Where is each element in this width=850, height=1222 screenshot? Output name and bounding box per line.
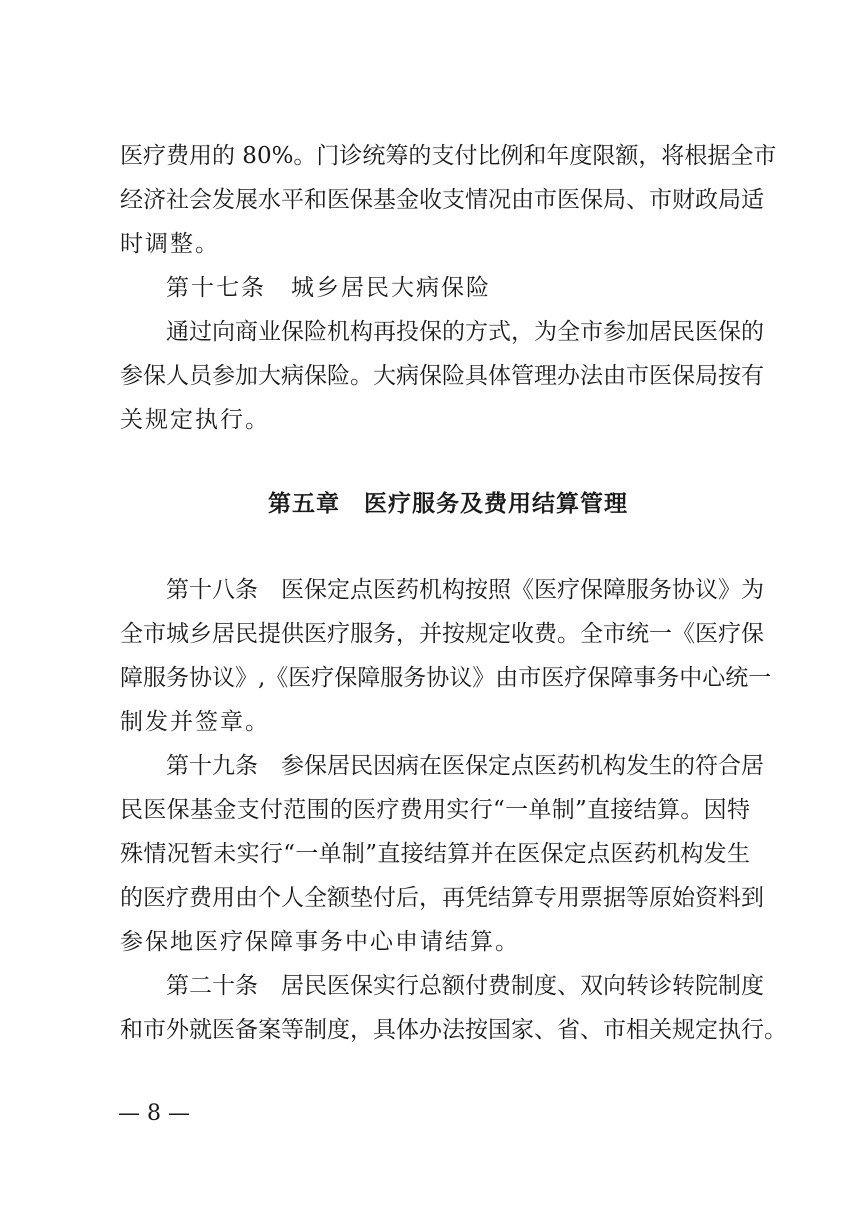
text-line: 殊情况暂未实行“一单制”直接结算并在医保定点医药机构发生 bbox=[120, 841, 750, 867]
article-19-line: 第十九条 参保居民因病在医保定点医药机构发生的符合居 bbox=[166, 753, 764, 779]
text-line: 关规定执行。 bbox=[120, 407, 270, 433]
text-line: 通过向商业保险机构再投保的方式，为全市参加居民医保的 bbox=[166, 319, 764, 345]
text-line: 全市城乡居民提供医疗服务，并按规定收费。全市统一《医疗保 bbox=[120, 621, 764, 647]
text-line: 参保人员参加大病保险。大病保险具体管理办法由市医保局按有 bbox=[120, 363, 764, 389]
text-line: 参保地医疗保障事务中心申请结算。 bbox=[120, 929, 520, 955]
text-line: 制发并签章。 bbox=[120, 709, 270, 735]
text-line: 医疗费用的 80%。门诊统筹的支付比例和年度限额，将根据全市 bbox=[120, 143, 777, 169]
page-number: — 8 — bbox=[118, 1101, 190, 1126]
text-line: 民医保基金支付范围的医疗费用实行“一单制”直接结算。因特 bbox=[120, 797, 750, 823]
text-line: 的医疗费用由个人全额垫付后，再凭结算专用票据等原始资料到 bbox=[120, 885, 764, 911]
text-line: 和市外就医备案等制度，具体办法按国家、省、市相关规定执行。 bbox=[120, 1017, 787, 1043]
article-18-line: 第十八条 医保定点医药机构按照《医疗保障服务协议》为 bbox=[166, 577, 764, 603]
chapter-heading: 第五章 医疗服务及费用结算管理 bbox=[268, 491, 628, 517]
text-line: 时调整。 bbox=[120, 231, 220, 257]
article-17-title: 第十七条 城乡居民大病保险 bbox=[166, 275, 491, 301]
article-20-line: 第二十条 居民医保实行总额付费制度、双向转诊转院制度 bbox=[166, 973, 764, 999]
text-line: 经济社会发展水平和医保基金收支情况由市医保局、市财政局适 bbox=[120, 187, 764, 213]
text-line: 障服务协议》,《医疗保障服务协议》由市医疗保障事务中心统一 bbox=[120, 665, 772, 691]
